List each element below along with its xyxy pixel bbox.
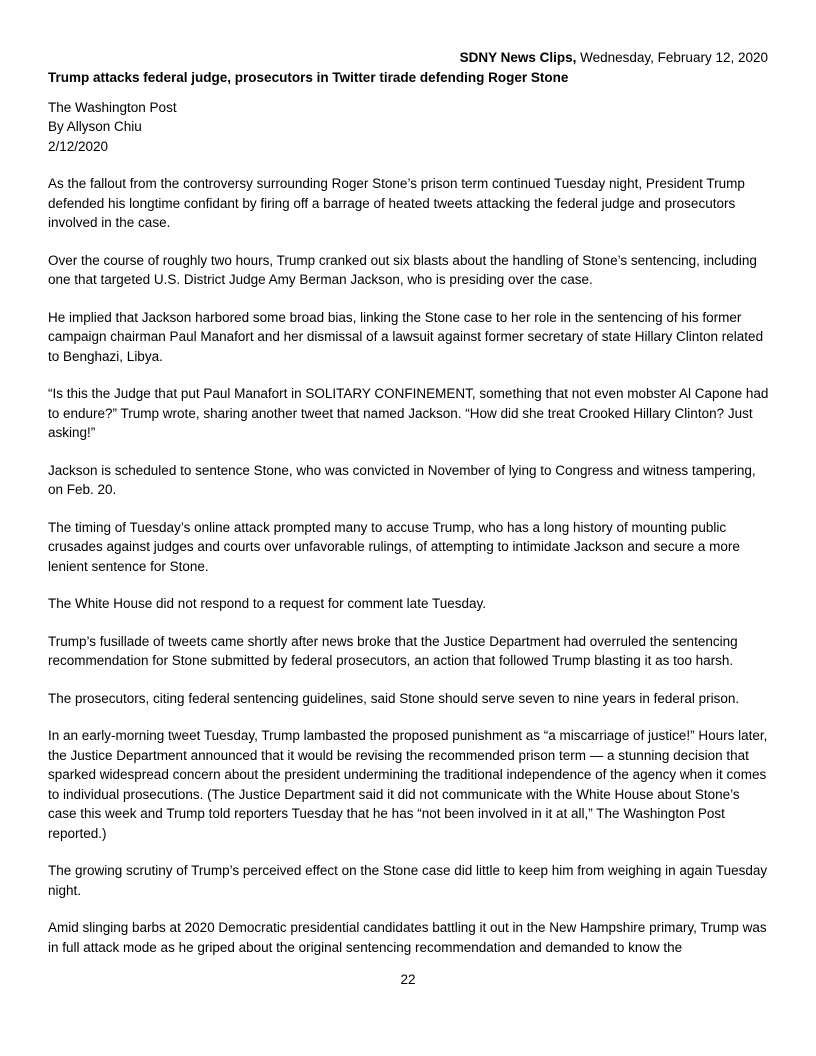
- paragraph: The prosecutors, citing federal sentencing guidelines, said Stone should serve seven to nine years in federal prison.: [48, 690, 740, 706]
- article-headline: Trump attacks federal judge, prosecutors in Twitter tirade defending Roger Stone: [48, 70, 569, 85]
- header-date: Wednesday, February 12, 2020: [576, 50, 768, 65]
- publication-name: SDNY News Clips,: [459, 50, 577, 65]
- paragraph: Amid slinging barbs at 2020 Democratic presidential candidates battling it out in the New Hampshire primary, Trump was in full attack mode as he griped about the original sentencing recommendation and demanded to know the: [48, 920, 767, 955]
- article-source: The Washington Post: [48, 99, 177, 115]
- paragraph: Jackson is scheduled to sentence Stone, who was convicted in November of lying to Congress and witness tampering, on Feb. 20.: [48, 462, 756, 497]
- article-meta: [48, 98, 770, 157]
- article-byline: By Allyson Chiu: [48, 119, 142, 134]
- paragraph: In an early-morning tweet Tuesday, Trump lambasted the proposed punishment as “a miscarriage of justice!” Hours later, the Justice Department announced that it would be revising the recommended prison term — a stunning decision that sparked widespread concern about the president undermining the traditional independence of the agency when it comes to individual prosecutions. (The Justice Department said it did not communicate with the White House about Stone’s case this week and Trump told reporters Tuesday that he has “not been involved in it at all,” The Washington Post reported.): [48, 728, 768, 841]
- paragraph: Trump’s fusillade of tweets came shortly after news broke that the Justice Department had overruled the sentencing recommendation for Stone submitted by federal prosecutors, an action that followed Trump blasting it as too harsh.: [48, 633, 738, 668]
- paragraph: He implied that Jackson harbored some broad bias, linking the Stone case to her role in the sentencing of his former campaign chairman Paul Manafort and her dismissal of a lawsuit against former secretary of state Hillary Clinton related to Benghazi, Libya.: [48, 309, 764, 364]
- paragraph: Over the course of roughly two hours, Trump cranked out six blasts about the handling of Stone’s sentencing, including one that targeted U.S. District Judge Amy Berman Jackson, who is presiding over the case.: [48, 252, 757, 287]
- page-header: [460, 49, 768, 67]
- page-number: 22: [400, 972, 416, 987]
- paragraph: As the fallout from the controversy surrounding Roger Stone’s prison term continued Tuesday night, President Trump defended his longtime confidant by firing off a barrage of heated tweets attacking the federal judge and prosecutors involved in the case.: [48, 176, 745, 230]
- paragraph: The White House did not respond to a request for comment late Tuesday.: [48, 596, 486, 611]
- article: [48, 68, 770, 975]
- paragraph: “Is this the Judge that put Paul Manafort in SOLITARY CONFINEMENT, something that not even mobster Al Capone had to endure?” Trump wrote, sharing another tweet that named Jackson. “How did she treat Crooked Hillary Clinton? Just asking!”: [48, 386, 769, 440]
- paragraph: The timing of Tuesday’s online attack prompted many to accuse Trump, who has a long history of mounting public crusades against judges and courts over unfavorable rulings, of attempting to intimidate Jackson and secure a more lenient sentence for Stone.: [48, 519, 740, 574]
- article-date: 2/12/2020: [48, 138, 109, 154]
- paragraph: The growing scrutiny of Trump’s perceived effect on the Stone case did little to keep him from weighing in again Tuesday night.: [48, 863, 768, 898]
